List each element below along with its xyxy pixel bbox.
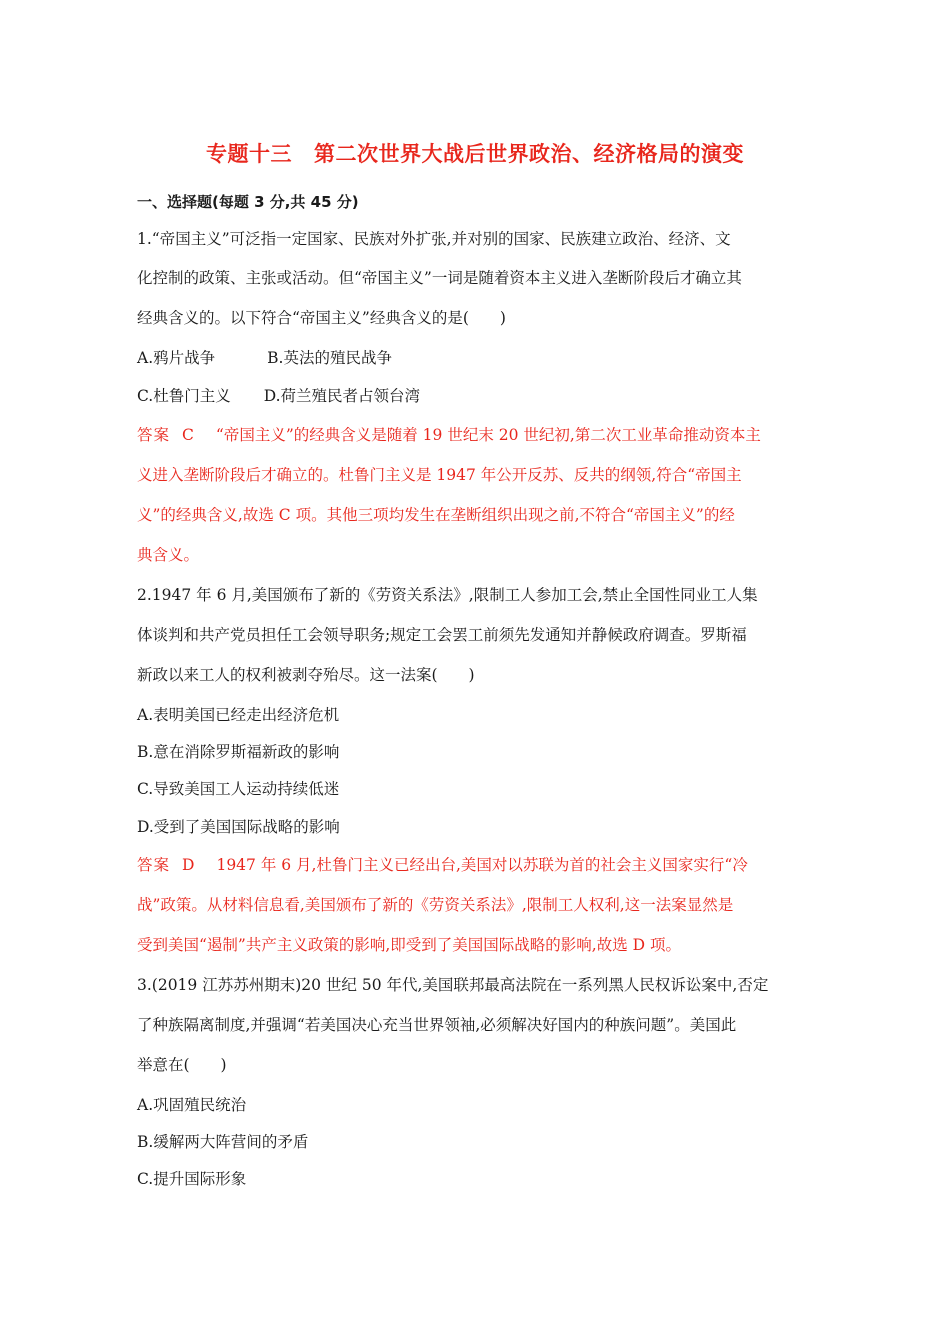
q1-stem-line-2: 化控制的政策、主张或活动。但“帝国主义”一词是随着资本主义进入垄断阶段后才确立其: [137, 269, 742, 287]
title-subject: 第二次世界大战后世界政治、经济格局的演变: [314, 142, 744, 166]
q1-options-row-1: [137, 348, 817, 368]
q1-answer-line-1: [137, 425, 817, 445]
q1-answer-label: 答案: [137, 426, 171, 444]
q1-option-b: B.英法的殖民战争: [267, 349, 392, 367]
q2-option-a: A.表明美国已经走出经济危机: [137, 706, 340, 724]
q1-option-d: D.荷兰殖民者占领台湾: [263, 387, 421, 405]
title-topic: 专题十三: [206, 142, 292, 166]
q2-answer-line-1: [137, 855, 817, 875]
q1-answer-line-4: 典含义。: [137, 546, 200, 564]
q2-option-d: D.受到了美国国际战略的影响: [137, 818, 340, 836]
q2-answer-line-3: 受到美国“遏制”共产主义政策的影响,即受到了美国国际战略的影响,故选 D 项。: [137, 936, 681, 954]
q2-option-c: C.导致美国工人运动持续低迷: [137, 780, 340, 798]
q2-stem-line-3: 新政以来工人的权利被剥夺殆尽。这一法案( ): [137, 666, 475, 684]
q1-option-a: A.鸦片战争: [137, 349, 216, 367]
page-title: [0, 138, 950, 168]
q2-answer-line-2: 战”政策。从材料信息看,美国颁布了新的《劳资关系法》,限制工人权利,这一法案显然是: [137, 896, 734, 914]
q3-stem-line-1: 3.(2019 江苏苏州期末)20 世纪 50 年代,美国联邦最高法院在一系列黑人民权诉讼案中,否定: [137, 976, 769, 994]
q1-answer-key: C: [182, 426, 194, 444]
q1-answer-line-2: 义进入垄断阶段后才确立的。杜鲁门主义是 1947 年公开反苏、反共的纲领,符合“帝国主: [137, 466, 742, 484]
q1-option-c: C.杜鲁门主义: [137, 387, 231, 405]
q3-option-c: C.提升国际形象: [137, 1170, 247, 1188]
section-heading: 一、选择题(每题 3 分,共 45 分): [137, 193, 359, 211]
q2-option-b: B.意在消除罗斯福新政的影响: [137, 743, 340, 761]
q1-answer-text-1: “帝国主义”的经典含义是随着 19 世纪末 20 世纪初,第二次工业革命推动资本主: [215, 426, 761, 444]
q2-answer-label: 答案: [137, 856, 171, 874]
q1-options-row-2: [137, 386, 817, 406]
q2-stem-line-2: 体谈判和共产党员担任工会领导职务;规定工会罢工前须先发通知并静候政府调查。罗斯福: [137, 626, 747, 644]
q3-option-a: A.巩固殖民统治: [137, 1096, 247, 1114]
q3-stem-line-3: 举意在( ): [137, 1056, 227, 1074]
q1-stem-line-3: 经典含义的。以下符合“帝国主义”经典含义的是( ): [137, 309, 506, 327]
q1-answer-line-3: 义”的经典含义,故选 C 项。其他三项均发生在垄断组织出现之前,不符合“帝国主义”的经: [137, 506, 735, 524]
q2-answer-text-1: 1947 年 6 月,杜鲁门主义已经出台,美国对以苏联为首的社会主义国家实行“冷: [216, 856, 748, 874]
q2-answer-key: D: [182, 856, 195, 874]
q1-stem-line-1: 1.“帝国主义”可泛指一定国家、民族对外扩张,并对别的国家、民族建立政治、经济、文: [137, 230, 731, 248]
q3-option-b: B.缓解两大阵营间的矛盾: [137, 1133, 309, 1151]
q3-stem-line-2: 了种族隔离制度,并强调“若美国决心充当世界领袖,必须解决好国内的种族问题”。美国此: [137, 1016, 737, 1034]
q2-stem-line-1: 2.1947 年 6 月,美国颁布了新的《劳资关系法》,限制工人参加工会,禁止全国性同业工人集: [137, 586, 758, 604]
